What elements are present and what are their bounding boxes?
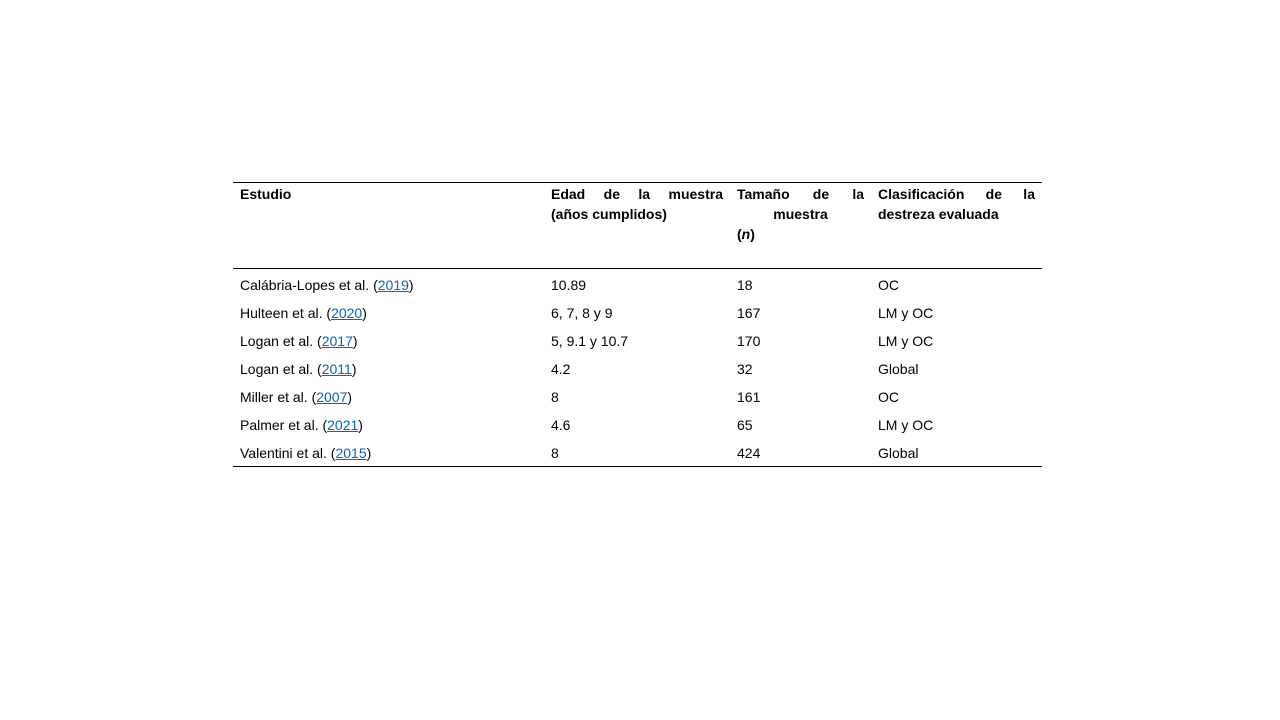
header-study [233,183,544,269]
author-text: Hulteen et al. ( [240,305,332,321]
studies-table [233,182,1042,467]
header-age [544,183,730,269]
close-paren: ) [362,305,367,321]
cell-classification: LM y OC [878,333,934,349]
cell-study [233,355,544,383]
author-text: Logan et al. ( [240,361,322,377]
year-link[interactable]: 2011 [321,361,352,377]
header-size-line1: Tamaño de la [737,186,864,202]
header-classification [871,183,1042,269]
cell-age: 10.89 [551,277,587,293]
cell-study [233,439,544,467]
cell-classification: OC [878,389,899,405]
year-link[interactable]: 2021 [327,417,359,433]
table-row [233,299,1042,327]
author-text: Palmer et al. ( [240,417,328,433]
close-paren: ) [366,444,372,461]
cell-sample-size: 65 [737,417,753,433]
author-text: Miller et al. ( [240,389,317,405]
header-age-line1: Edad de la muestra [551,186,723,202]
header-size-n: n [741,226,751,242]
year-link[interactable]: 2020 [331,305,363,321]
table-row [233,269,1042,300]
header-size-line2: muestra [773,206,828,222]
cell-age: 4.6 [551,417,571,433]
cell-study [233,299,544,327]
year-link[interactable]: 2017 [321,333,353,349]
cell-classification: LM y OC [878,417,934,433]
cell-sample-size: 424 [730,439,871,467]
cell-study [233,269,544,300]
close-paren: ) [351,361,357,377]
author-text: Calábria-Lopes et al. ( [240,277,378,293]
header-size-close-paren: ) [750,226,755,242]
close-paren: ) [408,277,414,293]
table-row [233,355,1042,383]
cell-age: 8 [544,439,730,467]
cell-sample-size: 18 [737,277,753,293]
cell-age: 5, 9.1 y 10.7 [551,333,629,349]
close-paren: ) [358,417,363,433]
cell-sample-size: 32 [737,361,753,377]
header-class-line2: destreza evaluada [878,206,999,222]
author-text: Valentini et al. ( [240,444,336,461]
cell-classification: OC [878,277,899,293]
header-size-line3 [737,226,755,242]
cell-study [233,327,544,355]
header-sample-size [730,183,871,269]
header-class-line1: Clasificación de la [878,186,1035,202]
cell-classification: Global [871,439,1042,467]
cell-sample-size: 167 [737,305,761,321]
close-paren: ) [352,333,358,349]
cell-age: 8 [551,389,559,405]
table-row [233,439,1042,467]
table-row [233,327,1042,355]
cell-age: 6, 7, 8 y 9 [551,305,613,321]
close-paren: ) [347,389,353,405]
cell-study [233,383,544,411]
cell-age: 4.2 [551,361,571,377]
cell-study [233,411,544,439]
year-link[interactable]: 2007 [316,389,348,405]
cell-classification: Global [878,361,919,377]
header-study-label: Estudio [240,186,292,202]
table-row [233,383,1042,411]
cell-sample-size: 170 [737,333,761,349]
author-text: Logan et al. ( [240,333,322,349]
header-size-open-paren: ( [737,226,742,242]
cell-sample-size: 161 [737,389,761,405]
table-header-row [233,183,1042,269]
cell-classification: LM y OC [878,305,934,321]
year-link[interactable]: 2015 [335,444,367,461]
table-row [233,411,1042,439]
header-age-line2: (años cumplidos) [551,206,667,222]
year-link[interactable]: 2019 [377,277,409,293]
